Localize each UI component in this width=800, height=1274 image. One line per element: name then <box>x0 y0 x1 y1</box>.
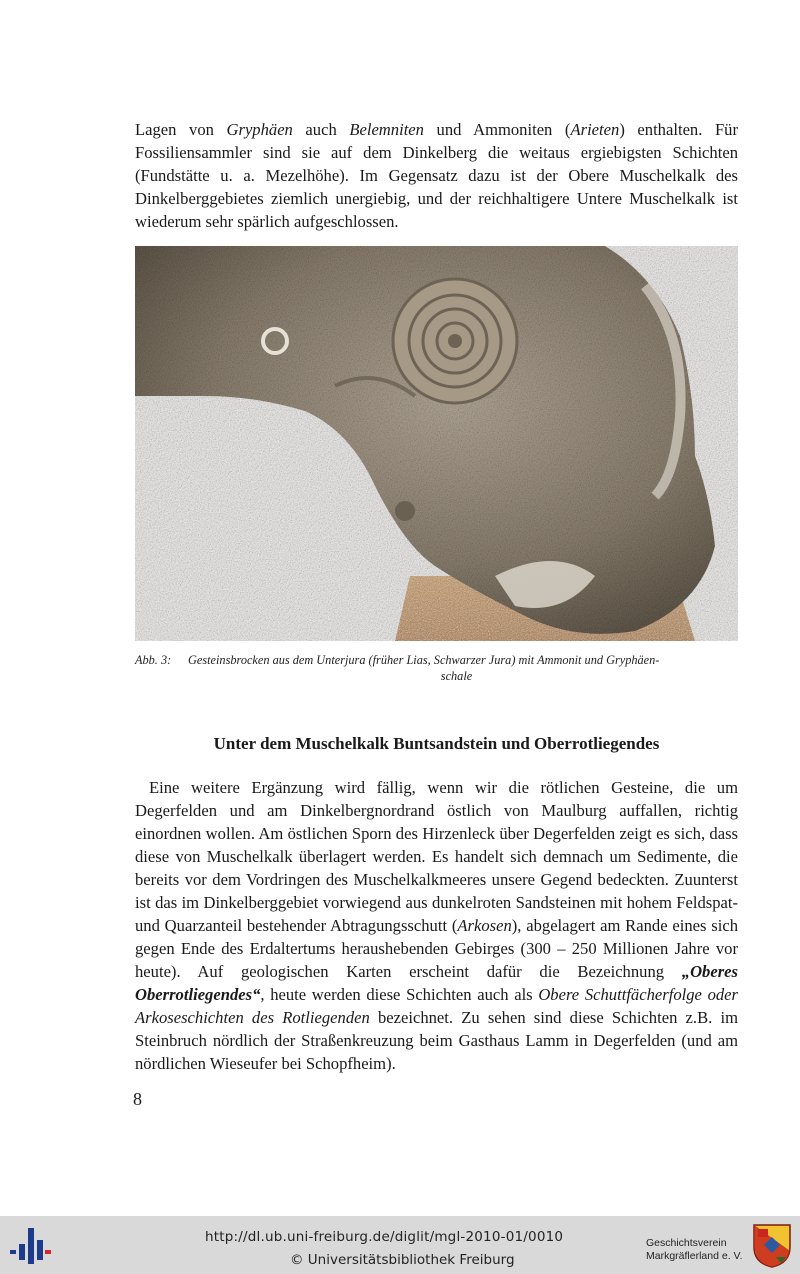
org-line2: Markgräflerland e. V. <box>646 1250 743 1262</box>
coat-of-arms-icon <box>752 1223 792 1269</box>
caption-line1: Gesteinsbrocken aus dem Unterjura (früher Lias, Schwarzer Jura) mit Ammonit und Gryphäen- <box>188 653 660 667</box>
fossil-photo <box>135 246 738 641</box>
section-paragraph: Eine weitere Ergänzung wird fällig, wenn wir die rötlichen Gesteine, die um Degerfelden und am Dinkelbergnordrand östlich von Maulburg auffallen, richtig einordnen wollen. Am östlichen Sporn des Hirzenleck über Degerfelden zeigt es sich, dass diese von Muschelkalk überlagert werden. Es handelt sich demnach um Sedimente, die bereits vor dem Vordringen des Muschelkalkmeeres unsere Gegend bedeckten. Zuunterst ist das im Dinkelberggebiet vorwiegend aus dunkelroten Sandsteinen mit hohem Feldspat- und Quarzanteil bestehender Abtragungsschutt (Arkosen), abgelagert am Rande eines sich gegen Ende des Erdaltertums heraushebenden Gebirges (300 – 250 Millionen Jahre vor heute). Auf geologischen Karten erscheint dafür die Bezeichnung „Oberes Oberrotliegendes“, heute werden diese Schichten auch als Obere Schuttfächerfolge oder Arkoseschichten des Rotliegenden bezeichnet. Zu sehen sind diese Schichten z.B. im Steinbruch nördlich der Straßenkreuzung beim Gasthaus Lamm in Degerfelden (und am nördlichen Wieseufer bei Schopfheim). <box>135 778 738 1073</box>
figure-caption <box>135 652 738 684</box>
section-heading: Unter dem Muschelkalk Buntsandstein und Oberrotliegendes <box>213 734 660 753</box>
emphasis-text: Arieten <box>570 120 620 139</box>
copyright-text: © Universitätsbibliothek Freiburg <box>290 1252 515 1268</box>
ub-freiburg-logo-icon[interactable] <box>8 1226 52 1266</box>
ammonite-fossil <box>393 279 517 403</box>
emphasis-text: Obere Schuttfächerfolge oder Arkoseschichten des Rotliegenden <box>135 985 738 1027</box>
caption-line2: schale <box>440 669 473 683</box>
emphasis-text: Belemniten <box>349 120 424 139</box>
publisher-name <box>646 1237 743 1263</box>
caption-label: Abb. 3: <box>135 653 172 667</box>
page-number: 8 <box>133 1089 142 1109</box>
footer-bar <box>0 1216 800 1274</box>
emphasis-text: Arkosen <box>457 916 512 935</box>
document-url-link[interactable]: http://dl.ub.uni-freiburg.de/diglit/mgl-2010-01/0010 <box>205 1229 564 1245</box>
org-line1: Geschichtsverein <box>646 1237 727 1249</box>
emphasis-text: „Oberes Oberrotliegendes“ <box>135 962 738 1004</box>
intro-paragraph: Lagen von Gryphäen auch Belemniten und Ammoniten (Arieten) enthalten. Für Fossiliensammler sind sie auf dem Dinkelberg die weitaus ergiebigsten Schichten (Fundstätte u. a. Mezelhöhe). Im Gegensatz dazu ist der Obere Muschelkalk des Dinkelberggebietes ziemlich unergiebig, und der reichhaltigere Untere Muschelkalk ist wiederum sehr spärlich aufgeschlossen. <box>135 120 738 231</box>
ammonite-rock-image <box>135 246 738 641</box>
emphasis-text: Gryphäen <box>226 120 293 139</box>
